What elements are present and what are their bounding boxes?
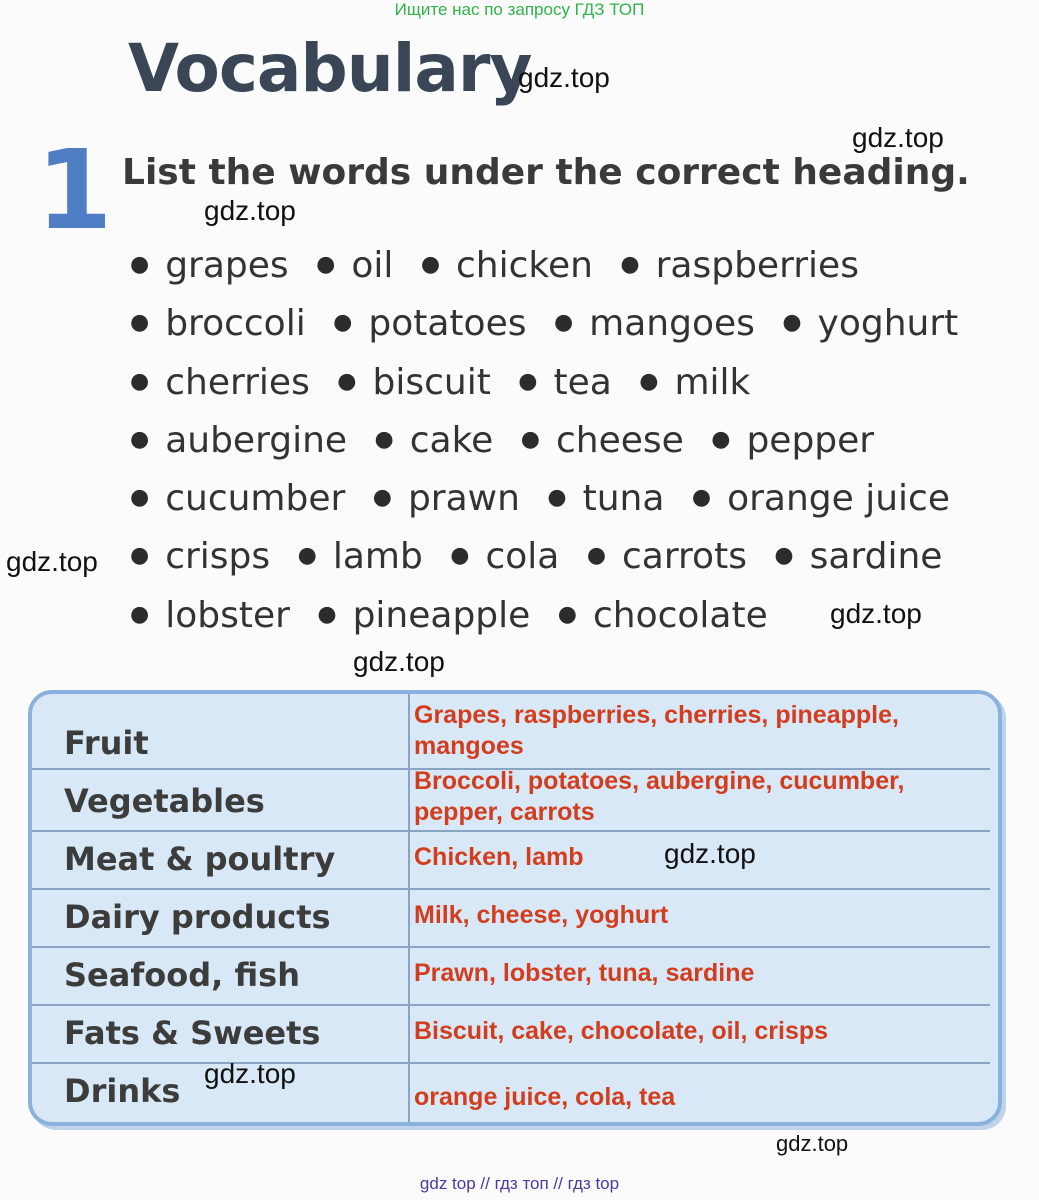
page-title: Vocabulary [128,30,532,107]
word-item: ● potatoes [333,303,526,344]
watermark: gdz.top [204,1058,296,1089]
watermark: gdz.top [6,546,98,577]
row-divider [32,888,990,890]
word-item: ● crisps [130,536,270,577]
word-item: ● cucumber [130,478,345,519]
answer-text: Biscuit, cake, chocolate, oil, crisps [414,1017,829,1045]
word-row [130,303,1010,361]
watermark: gdz.top [852,122,944,153]
category-label: Seafood, fish [64,956,300,994]
answer-text: Milk, cheese, yoghurt [414,901,669,929]
category-label: Meat & poultry [64,840,336,878]
word-item: ● sardine [774,536,942,577]
word-item: ● tea [518,362,612,403]
word-item: ● lobster [130,595,290,636]
watermark: gdz.top [204,195,296,226]
top-note: Ищите нас по запросу ГДЗ ТОП [394,0,645,19]
word-item: ● grapes [130,245,289,286]
row-divider [32,946,990,948]
answer-text: Broccoli, potatoes, aubergine, cucumber, pepper, carrots [414,767,905,826]
column-divider [408,694,410,1122]
word-list [130,245,1010,653]
answer-text: orange juice, cola, tea [414,1083,676,1111]
word-item: ● pineapple [317,595,530,636]
exercise-instruction: List the words under the correct heading. [122,152,970,193]
answer-text: Grapes, raspberries, cherries, pineapple, mangoes [414,701,899,760]
watermark: gdz.top [830,598,922,629]
word-item: ● cherries [130,362,310,403]
row-divider [32,1062,990,1064]
category-label: Dairy products [64,898,331,936]
word-item: ● cake [375,420,494,461]
word-item: ● oil [316,245,393,286]
word-item: ● biscuit [337,362,491,403]
answer-table [28,690,1002,1126]
word-item: ● raspberries [620,245,859,286]
word-item: ● cola [450,536,559,577]
word-item: ● milk [639,362,750,403]
word-item: ● prawn [373,478,520,519]
word-item: ● chocolate [558,595,768,636]
word-item: ● mangoes [554,303,755,344]
answer-text: Chicken, lamb [414,843,584,871]
word-item: ● broccoli [130,303,306,344]
word-item: ● chicken [421,245,593,286]
row-divider [32,1004,990,1006]
row-divider [32,830,990,832]
watermark: gdz.top [776,1131,849,1156]
word-item: ● aubergine [130,420,347,461]
watermark: gdz.top [353,646,445,677]
word-item: ● lamb [298,536,423,577]
word-row [130,478,1010,536]
watermark: gdz.top [664,838,756,869]
category-label: Fats & Sweets [64,1014,321,1052]
category-label: Fruit [64,724,149,762]
category-label: Vegetables [64,782,265,820]
watermark: gdz.top [518,62,610,93]
exercise-number: 1 [36,126,113,254]
category-label: Drinks [64,1072,181,1110]
word-row [130,420,1010,478]
word-item: ● carrots [587,536,747,577]
word-item: ● pepper [711,420,874,461]
word-row [130,362,1010,420]
answer-text: Prawn, lobster, tuna, sardine [414,959,755,987]
footer-links: gdz top // гдз топ // гдз top [419,1174,620,1193]
word-item: ● tuna [547,478,664,519]
word-row [130,536,1010,594]
word-item: ● yoghurt [782,303,958,344]
word-item: ● orange juice [692,478,950,519]
word-row [130,245,1010,303]
word-item: ● cheese [521,420,684,461]
